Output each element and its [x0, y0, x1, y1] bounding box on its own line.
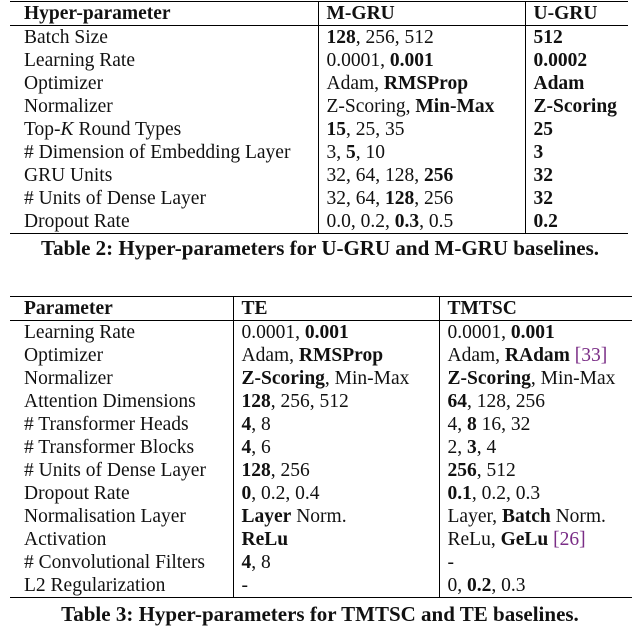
best-value: 4: [241, 437, 252, 458]
cell-text: Adam,: [241, 345, 299, 366]
table-3-header-row: [10, 297, 632, 321]
cell-text: , 6: [251, 437, 271, 458]
best-value: Batch: [501, 506, 551, 527]
cell-text: , 256: [270, 460, 310, 481]
table-2-header-row: [10, 2, 628, 26]
table-row: [10, 164, 628, 187]
table-row: [10, 187, 628, 210]
cell-text: , 10: [355, 142, 385, 163]
cell-te: [233, 367, 439, 390]
best-value: Z-Scoring: [447, 368, 531, 389]
cell-text: , 512: [476, 460, 516, 481]
cell-ugru: [525, 187, 628, 210]
cell-ugru: [525, 72, 628, 95]
cell-text: , 256, 512: [355, 27, 434, 48]
best-value: Z-Scoring: [533, 96, 617, 117]
cell-text: , 0.2, 0.4: [251, 483, 320, 504]
table-row: [10, 436, 632, 459]
cell-param: # Units of Dense Layer: [24, 460, 206, 481]
cell-text: , 8: [251, 552, 271, 573]
cell-tmtsc: [439, 344, 632, 367]
best-value: ReLu: [241, 529, 289, 550]
cell-text: 0,: [447, 575, 467, 596]
best-value: 4: [241, 552, 252, 573]
table-row: [10, 49, 628, 72]
best-value: Adam: [533, 73, 585, 94]
best-value: 4: [241, 414, 252, 435]
cell-param: Normalizer: [24, 96, 113, 117]
cell-text: Layer,: [447, 506, 502, 527]
cell-mgru: [318, 49, 525, 72]
best-value: RMSProp: [383, 73, 469, 94]
best-value: 0.1: [447, 483, 472, 504]
cell-text: 32, 64,: [326, 188, 385, 209]
cell-param: # Dimension of Embedding Layer: [24, 142, 291, 163]
cell-tmtsc: [439, 413, 632, 436]
table-row: [10, 413, 632, 436]
table-row: [10, 95, 628, 118]
cell-te: [233, 321, 439, 345]
citation-ref[interactable]: [33]: [574, 345, 608, 366]
cell-param: Dropout Rate: [24, 211, 130, 232]
table-3-header-tmtsc: TMTSC: [439, 297, 632, 321]
cell-te: [233, 344, 439, 367]
best-value: 128: [385, 188, 415, 209]
cell-text: , Min-Max: [324, 368, 410, 389]
best-value: 256: [447, 460, 477, 481]
cell-text: , 8: [251, 414, 271, 435]
cell-text: Top-: [24, 119, 61, 140]
best-value: Min-Max: [415, 96, 495, 117]
best-value: Z-Scoring: [241, 368, 325, 389]
cell-param: GRU Units: [24, 165, 113, 186]
cell-te: [233, 413, 439, 436]
table-row: [10, 141, 628, 164]
cell-param: Attention Dimensions: [24, 391, 196, 412]
best-value: 3: [467, 437, 477, 458]
cell-ugru: [525, 26, 628, 50]
cell-text: Norm.: [291, 506, 347, 527]
cell-param: # Units of Dense Layer: [24, 188, 206, 209]
cell-text: , 0.3: [491, 575, 526, 596]
cell-text: , 4: [476, 437, 497, 458]
table-2: [10, 1, 628, 234]
cell-mgru: [318, 210, 525, 234]
cell-te: [233, 505, 439, 528]
best-value: 32: [533, 188, 553, 209]
best-value: GeLu: [500, 529, 549, 550]
citation-ref[interactable]: [26]: [553, 529, 586, 550]
cell-ugru: [525, 118, 628, 141]
cell-param: # Convolutional Filters: [24, 552, 205, 573]
cell-text: , 256, 512: [270, 391, 349, 412]
cell-text: 32, 64, 128,: [326, 165, 424, 186]
table-row: [10, 459, 632, 482]
cell-mgru: [318, 72, 525, 95]
table-3-header-parameter: Parameter: [24, 298, 113, 319]
table-2-header-u-gru: U-GRU: [525, 2, 628, 26]
best-value: 0.001: [389, 50, 434, 71]
best-value: 256: [424, 165, 454, 186]
cell-tmtsc: [439, 528, 632, 551]
best-value: 15: [326, 119, 346, 140]
cell-tmtsc: [439, 482, 632, 505]
cell-te: [233, 551, 439, 574]
cell-param: Learning Rate: [24, 322, 135, 343]
cell-te: [233, 528, 439, 551]
cell-param: Normalisation Layer: [24, 506, 186, 527]
table-row: [10, 26, 628, 50]
cell-te: [233, 482, 439, 505]
cell-tmtsc: [439, 436, 632, 459]
best-value: 0.2: [533, 211, 558, 232]
cell-param: Activation: [24, 529, 107, 550]
table-row: [10, 574, 632, 598]
cell-mgru: [318, 26, 525, 50]
cell-te: [233, 459, 439, 482]
best-value: 3: [533, 142, 544, 163]
cell-tmtsc: [439, 551, 632, 574]
cell-text: Adam,: [447, 345, 505, 366]
cell-param: # Transformer Blocks: [24, 437, 195, 458]
cell-text: Round Types: [73, 119, 182, 140]
cell-text: Z-Scoring,: [326, 96, 416, 117]
table-row: [10, 321, 632, 345]
cell-ugru: [525, 95, 628, 118]
table-row: [10, 210, 628, 234]
cell-tmtsc: [439, 459, 632, 482]
cell-param: Optimizer: [24, 73, 104, 94]
best-value: 0.3: [394, 211, 420, 232]
cell-text: Norm.: [550, 506, 606, 527]
table-row: [10, 344, 632, 367]
cell-mgru: [318, 95, 525, 118]
cell-mgru: [318, 164, 525, 187]
cell-param: Dropout Rate: [24, 483, 130, 504]
cell-tmtsc: [439, 321, 632, 345]
best-value: 0.001: [304, 322, 349, 343]
table-row: [10, 528, 632, 551]
cell-param: Batch Size: [24, 27, 108, 48]
table-row: [10, 367, 632, 390]
cell-text: K: [60, 119, 74, 140]
table-2-caption: Table 2: Hyper-parameters for U-GRU and M-GRU baselines.: [40, 236, 599, 260]
best-value: RAdam: [504, 345, 570, 366]
cell-param: Learning Rate: [24, 50, 135, 71]
cell-text: 3,: [326, 142, 346, 163]
best-value: Layer: [241, 506, 292, 527]
best-value: 0: [241, 483, 252, 504]
cell-param: Optimizer: [24, 345, 104, 366]
best-value: 0.001: [510, 322, 555, 343]
cell-ugru: [525, 141, 628, 164]
cell-text: 0.0001,: [447, 322, 511, 343]
cell-param: # Transformer Heads: [24, 414, 189, 435]
table-row: [10, 72, 628, 95]
cell-text: -: [241, 575, 248, 596]
best-value: 8: [467, 414, 477, 435]
cell-mgru: [318, 141, 525, 164]
table-row: [10, 482, 632, 505]
cell-ugru: [525, 164, 628, 187]
best-value: RMSProp: [298, 345, 384, 366]
cell-param: Normalizer: [24, 368, 113, 389]
cell-param: L2 Regularization: [24, 575, 166, 596]
cell-text: 4,: [447, 414, 467, 435]
cell-text: 0.0001,: [241, 322, 305, 343]
cell-text: 0.0, 0.2,: [326, 211, 395, 232]
best-value: 128: [241, 460, 271, 481]
cell-text: , 0.2, 0.3: [471, 483, 541, 504]
table-row: [10, 505, 632, 528]
best-value: 128: [241, 391, 271, 412]
cell-text: , 128, 256: [467, 391, 545, 412]
best-value: 0.2: [467, 575, 492, 596]
cell-text: 0.0001,: [326, 50, 390, 71]
best-value: 512: [533, 27, 563, 48]
cell-text: Adam,: [326, 73, 384, 94]
best-value: 5: [346, 142, 356, 163]
cell-tmtsc: [439, 574, 632, 598]
cell-te: [233, 574, 439, 598]
table-2-header-m-gru: M-GRU: [318, 2, 525, 26]
table-3-header-te: TE: [233, 297, 439, 321]
cell-text: ReLu,: [447, 529, 501, 550]
cell-ugru: [525, 49, 628, 72]
cell-text: 2,: [447, 437, 467, 458]
cell-param: [10, 118, 318, 141]
cell-text: , 0.5: [419, 211, 454, 232]
table-row: [10, 118, 628, 141]
cell-ugru: [525, 210, 628, 234]
cell-text: -: [447, 552, 454, 573]
cell-text: , 256: [414, 188, 454, 209]
table-3-caption: Table 3: Hyper-parameters for TMTSC and TE baselines.: [61, 602, 579, 626]
cell-tmtsc: [439, 505, 632, 528]
table-row: [10, 390, 632, 413]
cell-mgru: [318, 187, 525, 210]
cell-text: , 25, 35: [346, 119, 405, 140]
table-row: [10, 551, 632, 574]
cell-text: 16, 32: [476, 414, 531, 435]
best-value: 0.0002: [533, 50, 588, 71]
table-3: [10, 296, 632, 598]
cell-text: , Min-Max: [530, 368, 616, 389]
cell-te: [233, 390, 439, 413]
cell-tmtsc: [439, 367, 632, 390]
best-value: 32: [533, 165, 553, 186]
best-value: 128: [326, 27, 356, 48]
cell-te: [233, 436, 439, 459]
best-value: 25: [533, 119, 553, 140]
table-2-header-hyper-parameter: Hyper-parameter: [24, 3, 171, 24]
cell-mgru: [318, 118, 525, 141]
best-value: 64: [447, 391, 467, 412]
cell-tmtsc: [439, 390, 632, 413]
